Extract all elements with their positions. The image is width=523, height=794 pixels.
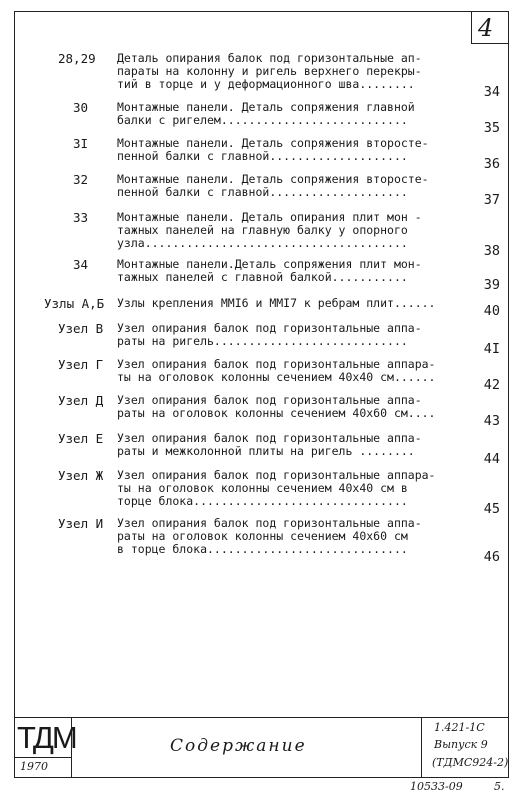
entry-page: 46	[483, 549, 500, 565]
entry-line: Монтажные панели. Деталь сопряжения второсте-	[117, 137, 429, 150]
entry-description	[117, 358, 472, 384]
entry-description	[117, 52, 472, 91]
entry-description	[117, 211, 472, 250]
entry-code: 3I	[73, 136, 89, 151]
sheet-number: 4	[478, 14, 494, 42]
archive-number: 10533-09	[410, 780, 463, 793]
entry-line: раты на оголовок колонны сечением 40x60 см....	[117, 407, 436, 420]
entry-code: Узлы А,Б	[44, 296, 105, 311]
organization-logo: ТДМ	[17, 720, 76, 755]
entry-code: 34	[73, 257, 89, 272]
entry-page: 36	[483, 156, 500, 172]
entry-description	[117, 173, 472, 199]
entry-line: тажных панелей на главную балку у опорного	[117, 224, 408, 237]
entry-line: Узел опирания балок под горизонтальные аппа-	[117, 517, 422, 530]
entry-line: раты и межколонной плиты на ригель ........	[117, 445, 415, 458]
entry-line: Узел опирания балок под горизонтальные аппа-	[117, 432, 422, 445]
entry-page: 38	[483, 243, 500, 259]
entry-code: Узел Е	[58, 431, 104, 446]
entry-description	[117, 137, 472, 163]
entry-page: 37	[483, 192, 500, 208]
project-code: (ТДМС924-2)	[432, 756, 509, 769]
entry-line: тий в торце и у деформационного шва........	[117, 78, 415, 91]
entry-line: Деталь опирания балок под горизонтальные ап-	[117, 52, 422, 65]
sheet-page: 5.	[494, 780, 505, 793]
entry-page: 44	[483, 451, 500, 467]
entry-line: балки с ригелем...........................	[117, 114, 408, 127]
entry-page: 42	[483, 377, 500, 393]
entry-description	[117, 394, 472, 420]
entry-description	[117, 322, 472, 348]
entry-line: Монтажные панели.Деталь сопряжения плит мон-	[117, 258, 422, 271]
entry-line: ты на оголовок колонны сечением 40x40 см в	[117, 482, 408, 495]
entry-line: ты на оголовок колонны сечением 40x40 см......	[117, 371, 436, 384]
entry-line: в торце блока.............................	[117, 543, 408, 556]
logo-divider	[14, 757, 72, 758]
entry-description	[117, 517, 472, 556]
entry-line: пенной балки с главной....................	[117, 186, 408, 199]
entry-line: Узел опирания балок под горизонтальные аппа-	[117, 322, 422, 335]
entry-page: 34	[483, 84, 500, 100]
series-code: 1.421-1С	[434, 721, 485, 734]
entry-code: 30	[73, 100, 89, 115]
entry-code: Узел Г	[58, 357, 104, 372]
entry-description	[117, 469, 472, 508]
entry-line: Узел опирания балок под горизонтальные аппа-	[117, 394, 422, 407]
entry-line: торце блока...............................	[117, 495, 408, 508]
entry-description	[117, 101, 472, 127]
entry-line: Монтажные панели. Деталь сопряжения главной	[117, 101, 415, 114]
entry-line: Монтажные панели. Деталь сопряжения второсте-	[117, 173, 429, 186]
entry-code: Узел Д	[58, 393, 104, 408]
issue-label: Выпуск 9	[434, 738, 488, 751]
entry-page: 39	[483, 277, 500, 293]
entry-line: Узел опирания балок под горизонтальные аппара-	[117, 469, 436, 482]
entry-code: Узел И	[58, 516, 104, 531]
year: 1970	[20, 760, 48, 773]
entry-code: 32	[73, 172, 89, 187]
entry-line: узла......................................	[117, 237, 408, 250]
entry-line: пенной балки с главной....................	[117, 150, 408, 163]
entry-line: раты на оголовок колонны сечением 40x60 см	[117, 530, 408, 543]
entry-description	[117, 432, 472, 458]
entry-code: 33	[73, 210, 89, 225]
entry-code: Узел Ж	[58, 468, 104, 483]
entry-line: Узлы крепления ММI6 и ММI7 к ребрам плит......	[117, 297, 436, 310]
entry-description	[117, 258, 472, 284]
entry-page: 4I	[483, 341, 500, 357]
entry-code: 28,29	[58, 51, 96, 66]
document-title: Содержание	[170, 736, 307, 756]
entry-page: 40	[483, 303, 500, 319]
entry-code: Узел В	[58, 321, 104, 336]
entry-page: 45	[483, 501, 500, 517]
entry-line: раты на ригель............................	[117, 335, 408, 348]
entry-line: тажных панелей с главной балкой...........	[117, 271, 408, 284]
entry-description	[117, 297, 472, 310]
entry-page: 43	[483, 413, 500, 429]
entry-line: Узел опирания балок под горизонтальные аппара-	[117, 358, 436, 371]
entry-line: Монтажные панели. Деталь опирания плит мон -	[117, 211, 422, 224]
entry-line: параты на колонну и ригель верхнего перекры-	[117, 65, 422, 78]
entry-page: 35	[483, 120, 500, 136]
